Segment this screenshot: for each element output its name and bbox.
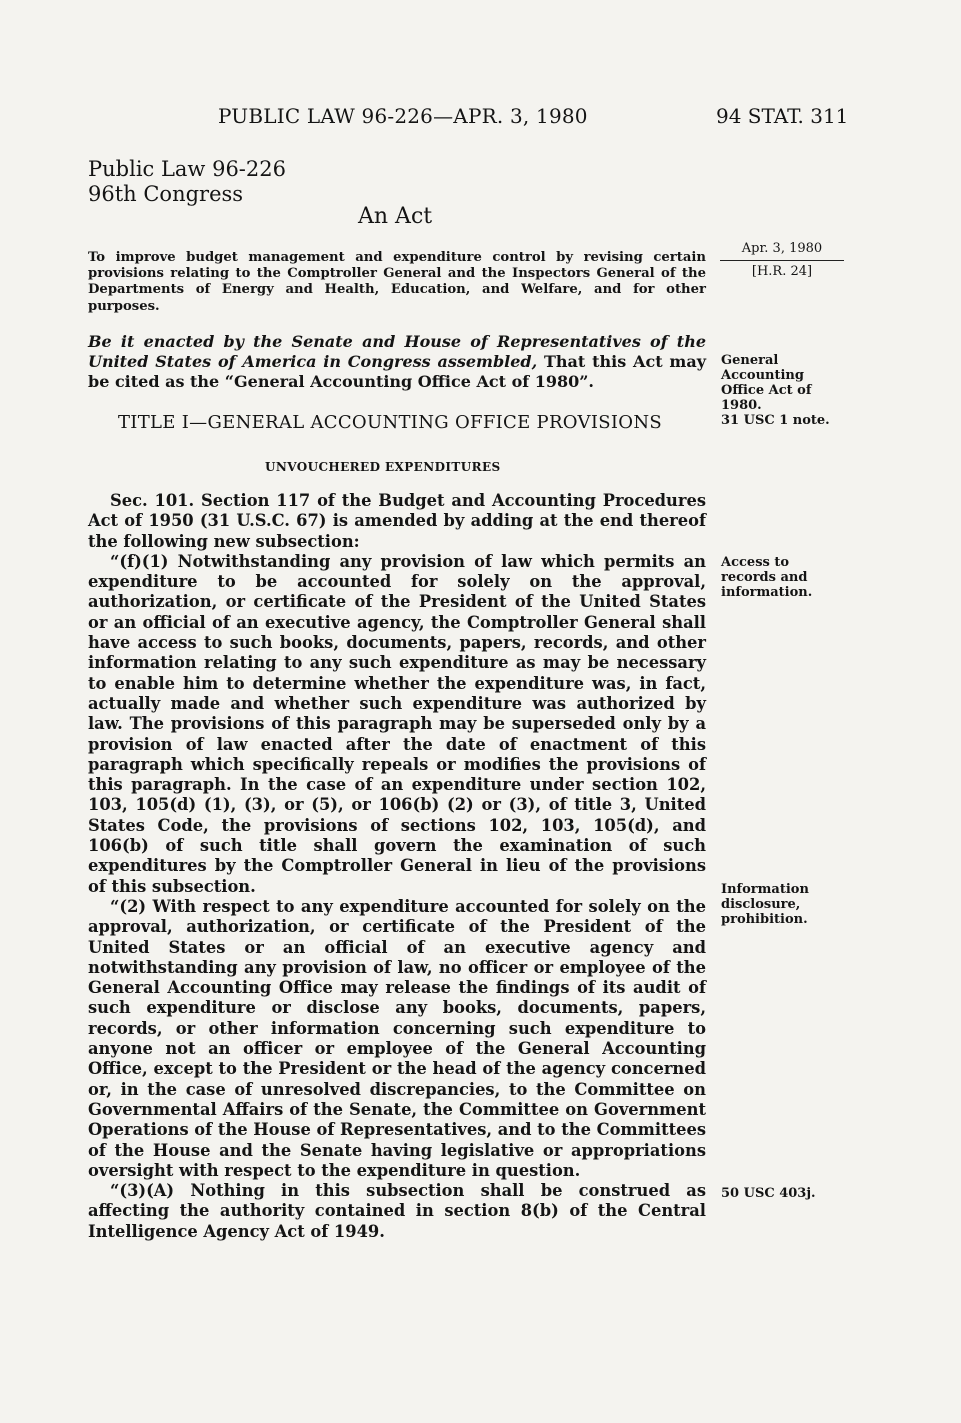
paragraph: “(2) With respect to any expenditure accounted for solely on the approval, authorization, or certificate of the President of the United States or an official of an executive agency and notwithstanding any provision of law, no officer or employee of the General Accounting Office may release the findings of its audit of such expenditure or disclose any books, documents, papers, records, or other information concerning such expenditure to anyone not an officer or employee of the General Accounting Office, except to the President or the head of the agency concerned or, in the case of unresolved discrepancies, to the Committee on Governmental Affairs of the Senate, the Committee on Government Operations of the House of Representatives, and to the Committees of the House and the Senate having legislative or appropriations oversight with respect to the expenditure in question. [88, 896, 706, 1180]
paragraph: “(3)(A) Nothing in this subsection shall be construed as affecting the authority contained in section 8(b) of the Central Intelligence Agency Act of 1949. [88, 1181, 706, 1241]
approval-date: Apr. 3, 1980 [720, 240, 844, 261]
bill-number: [H.R. 24] [751, 264, 813, 279]
statute-page-number: 94 STAT. 311 [716, 104, 849, 128]
paragraph: “(f)(1) Notwithstanding any provision of law which permits an expenditure to be accounted for solely on the approval, authorization, or certificate of the President of the United States or an official of an executive agency, the Comptroller General shall have access to such books, documents, papers, records, and other information relating to any such expenditure as may be necessary to enable him to determine whether the expenditure was, in fact, actually made and whether such expenditure was authorized by law. The provisions of this paragraph may be superseded only by a provision of law enacted after the date of enactment of this paragraph which specifically repeals or modifies the provisions of this paragraph. In the case of an expenditure under section 102, 103, 105(d) (1), (3), or (5), or 106(b) (2) or (3), of title 3, United States Code, the provisions of sections 102, 103, 105(d), and 106(b) of such title shall govern the examination of such expenditures by the Comptroller General in lieu of the provisions of this subsection. [88, 551, 706, 896]
running-title: PUBLIC LAW 96-226—APR. 3, 1980 [218, 104, 588, 128]
enacting-clause-italic: Be it enacted by the Senate and House of Representatives of the United States of America in Congress assembled, [88, 332, 706, 371]
congress-label: 96th Congress [88, 182, 244, 206]
margin-note-access: Access to records and information. [721, 555, 813, 600]
margin-note-cia-citation: 50 USC 403j. [721, 1186, 816, 1201]
margin-note-short-title [721, 353, 847, 428]
paragraph: Sec. 101. Section 117 of the Budget and Accounting Procedures Act of 1950 (31 U.S.C. 67) is amended by adding at the end thereof the following new subsection: [88, 491, 706, 551]
section-body [88, 491, 706, 1242]
public-law-number: Public Law 96-226 [88, 157, 286, 181]
margin-note-disclosure: Information disclosure, prohibition. [721, 882, 809, 927]
margin-note-text: General Accounting Office Act of 1980. [721, 353, 812, 413]
act-title: An Act [358, 204, 433, 229]
act-purpose: To improve budget management and expenditure control by revising certain provisions relating to the Comptroller General and the Inspectors General of the Departments of Energy and Health, Education, and Welfare, and for other purposes. [88, 250, 706, 314]
margin-note-citation: 31 USC 1 note. [721, 413, 830, 428]
margin-date-block [720, 240, 844, 281]
enacting-clause [88, 332, 706, 392]
enacting-clause-rest: That this Act may be cited as the “General Accounting Office Act of 1980”. [88, 352, 707, 391]
title-heading: TITLE I—GENERAL ACCOUNTING OFFICE PROVISIONS [118, 412, 663, 433]
section-heading: UNVOUCHERED EXPENDITURES [265, 460, 501, 474]
